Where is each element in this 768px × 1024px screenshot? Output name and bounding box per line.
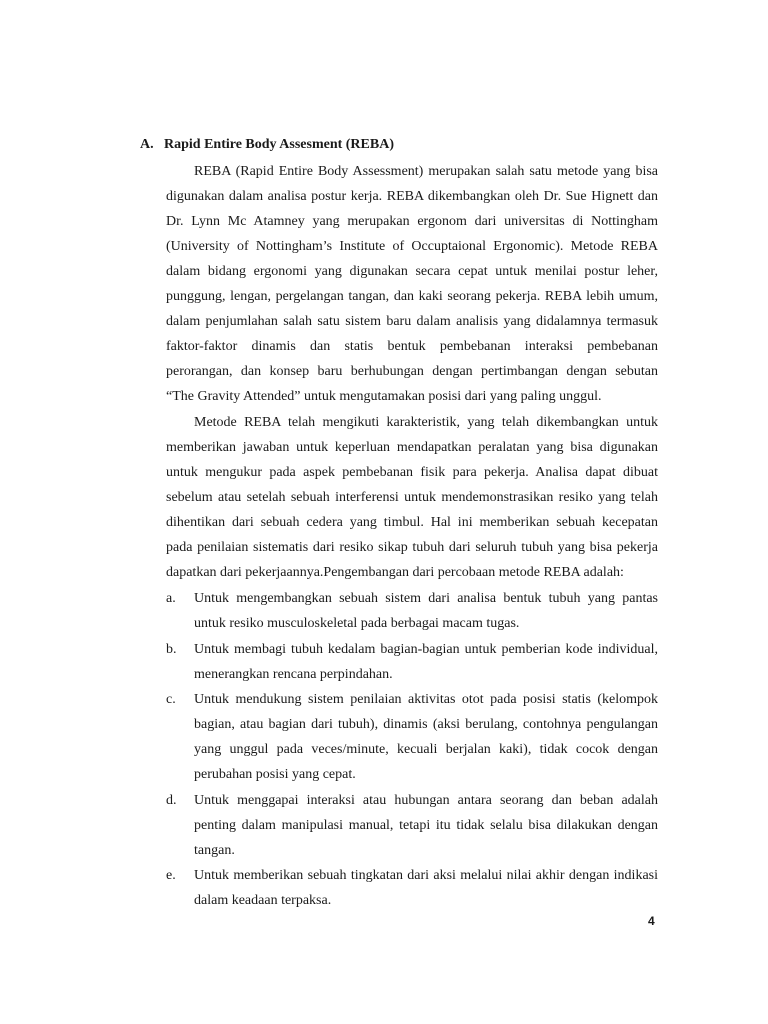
list-marker: c.: [166, 692, 176, 707]
paragraph-line: dapatkan dari pekerjaannya.Pengembangan dari percobaan metode REBA adalah:: [166, 565, 624, 580]
list-item-line: penting dalam manipulasi manual, tetapi itu tidak selalu bisa dilakukan dengan: [194, 818, 658, 833]
list-item-line: Untuk menggapai interaksi atau hubungan antara seorang dan beban adalah: [194, 793, 658, 808]
paragraph-line: Dr. Lynn Mc Atamney yang merupakan ergonom dari universitas di Nottingham: [166, 214, 658, 229]
list-item-line: Untuk memberikan sebuah tingkatan dari aksi melalui nilai akhir dengan indikasi: [194, 868, 658, 883]
paragraph-line: untuk mengukur pada aspek pembebanan fisik para pekerja. Analisa dapat dibuat: [166, 465, 658, 480]
section-heading: [140, 137, 394, 153]
list-item-line: untuk resiko musculoskeletal pada berbagai macam tugas.: [194, 616, 520, 631]
list-item-line: Untuk mengembangkan sebuah sistem dari analisa bentuk tubuh yang pantas: [194, 591, 658, 606]
paragraph-line: dalam penjumlahan salah satu sistem baru dalam analisis yang didalamnya termasuk: [166, 314, 658, 329]
list-item-line: Untuk membagi tubuh kedalam bagian-bagian untuk pemberian kode individual,: [194, 642, 658, 657]
paragraph-line: Metode REBA telah mengikuti karakteristik, yang telah dikembangkan untuk: [194, 415, 658, 430]
paragraph-line: faktor-faktor dinamis dan statis bentuk pembebanan interaksi pembebanan: [166, 339, 658, 354]
list-marker: b.: [166, 642, 177, 657]
list-marker: e.: [166, 868, 176, 883]
paragraph-line: dalam bidang ergonomi yang digunakan secara cepat untuk menilai postur leher,: [166, 264, 658, 279]
list-marker: d.: [166, 793, 177, 808]
section-title: Rapid Entire Body Assesment (REBA): [164, 137, 394, 152]
paragraph-line: dihentikan dari sebuah cedera yang timbul. Hal ini memberikan sebuah kecepatan: [166, 515, 658, 530]
paragraph-line: REBA (Rapid Entire Body Assessment) merupakan salah satu metode yang bisa: [194, 164, 658, 179]
list-item-line: yang unggul pada veces/minute, kecuali berjalan kaki), tidak cocok dengan: [194, 742, 658, 757]
list-item-line: perubahan posisi yang cepat.: [194, 767, 356, 782]
section-letter: A.: [140, 137, 154, 152]
list-marker: a.: [166, 591, 176, 606]
paragraph-line: punggung, lengan, pergelangan tangan, dan kaki seorang pekerja. REBA lebih umum,: [166, 289, 658, 304]
paragraph-line: (University of Nottingham’s Institute of Occuptaional Ergonomic). Metode REBA: [166, 239, 658, 254]
paragraph-line: memberikan jawaban untuk keperluan mendapatkan peralatan yang bisa digunakan: [166, 440, 658, 455]
page-number: 4: [648, 914, 655, 928]
paragraph-line: pada penilaian sistematis dari resiko sikap tubuh dari seluruh tubuh yang bisa pekerja: [166, 540, 658, 555]
paragraph-line: “The Gravity Attended” untuk mengutamakan posisi dari yang paling unggul.: [166, 389, 602, 404]
list-item-line: dalam keadaan terpaksa.: [194, 893, 332, 908]
list-item-line: tangan.: [194, 843, 235, 858]
list-item-line: Untuk mendukung sistem penilaian aktivitas otot pada posisi statis (kelompok: [194, 692, 658, 707]
paragraph-line: sebelum atau setelah sebuah interferensi untuk mendemonstrasikan resiko yang telah: [166, 490, 658, 505]
list-item-line: menerangkan rencana perpindahan.: [194, 667, 393, 682]
list-item-line: bagian, atau bagian dari tubuh), dinamis (aksi berulang, contohnya pengulangan: [194, 717, 658, 732]
paragraph-line: perorangan, dan konsep baru berhubungan dengan pertimbangan dengan sebutan: [166, 364, 658, 379]
paragraph-line: digunakan dalam analisa postur kerja. REBA dikembangkan oleh Dr. Sue Hignett dan: [166, 189, 658, 204]
